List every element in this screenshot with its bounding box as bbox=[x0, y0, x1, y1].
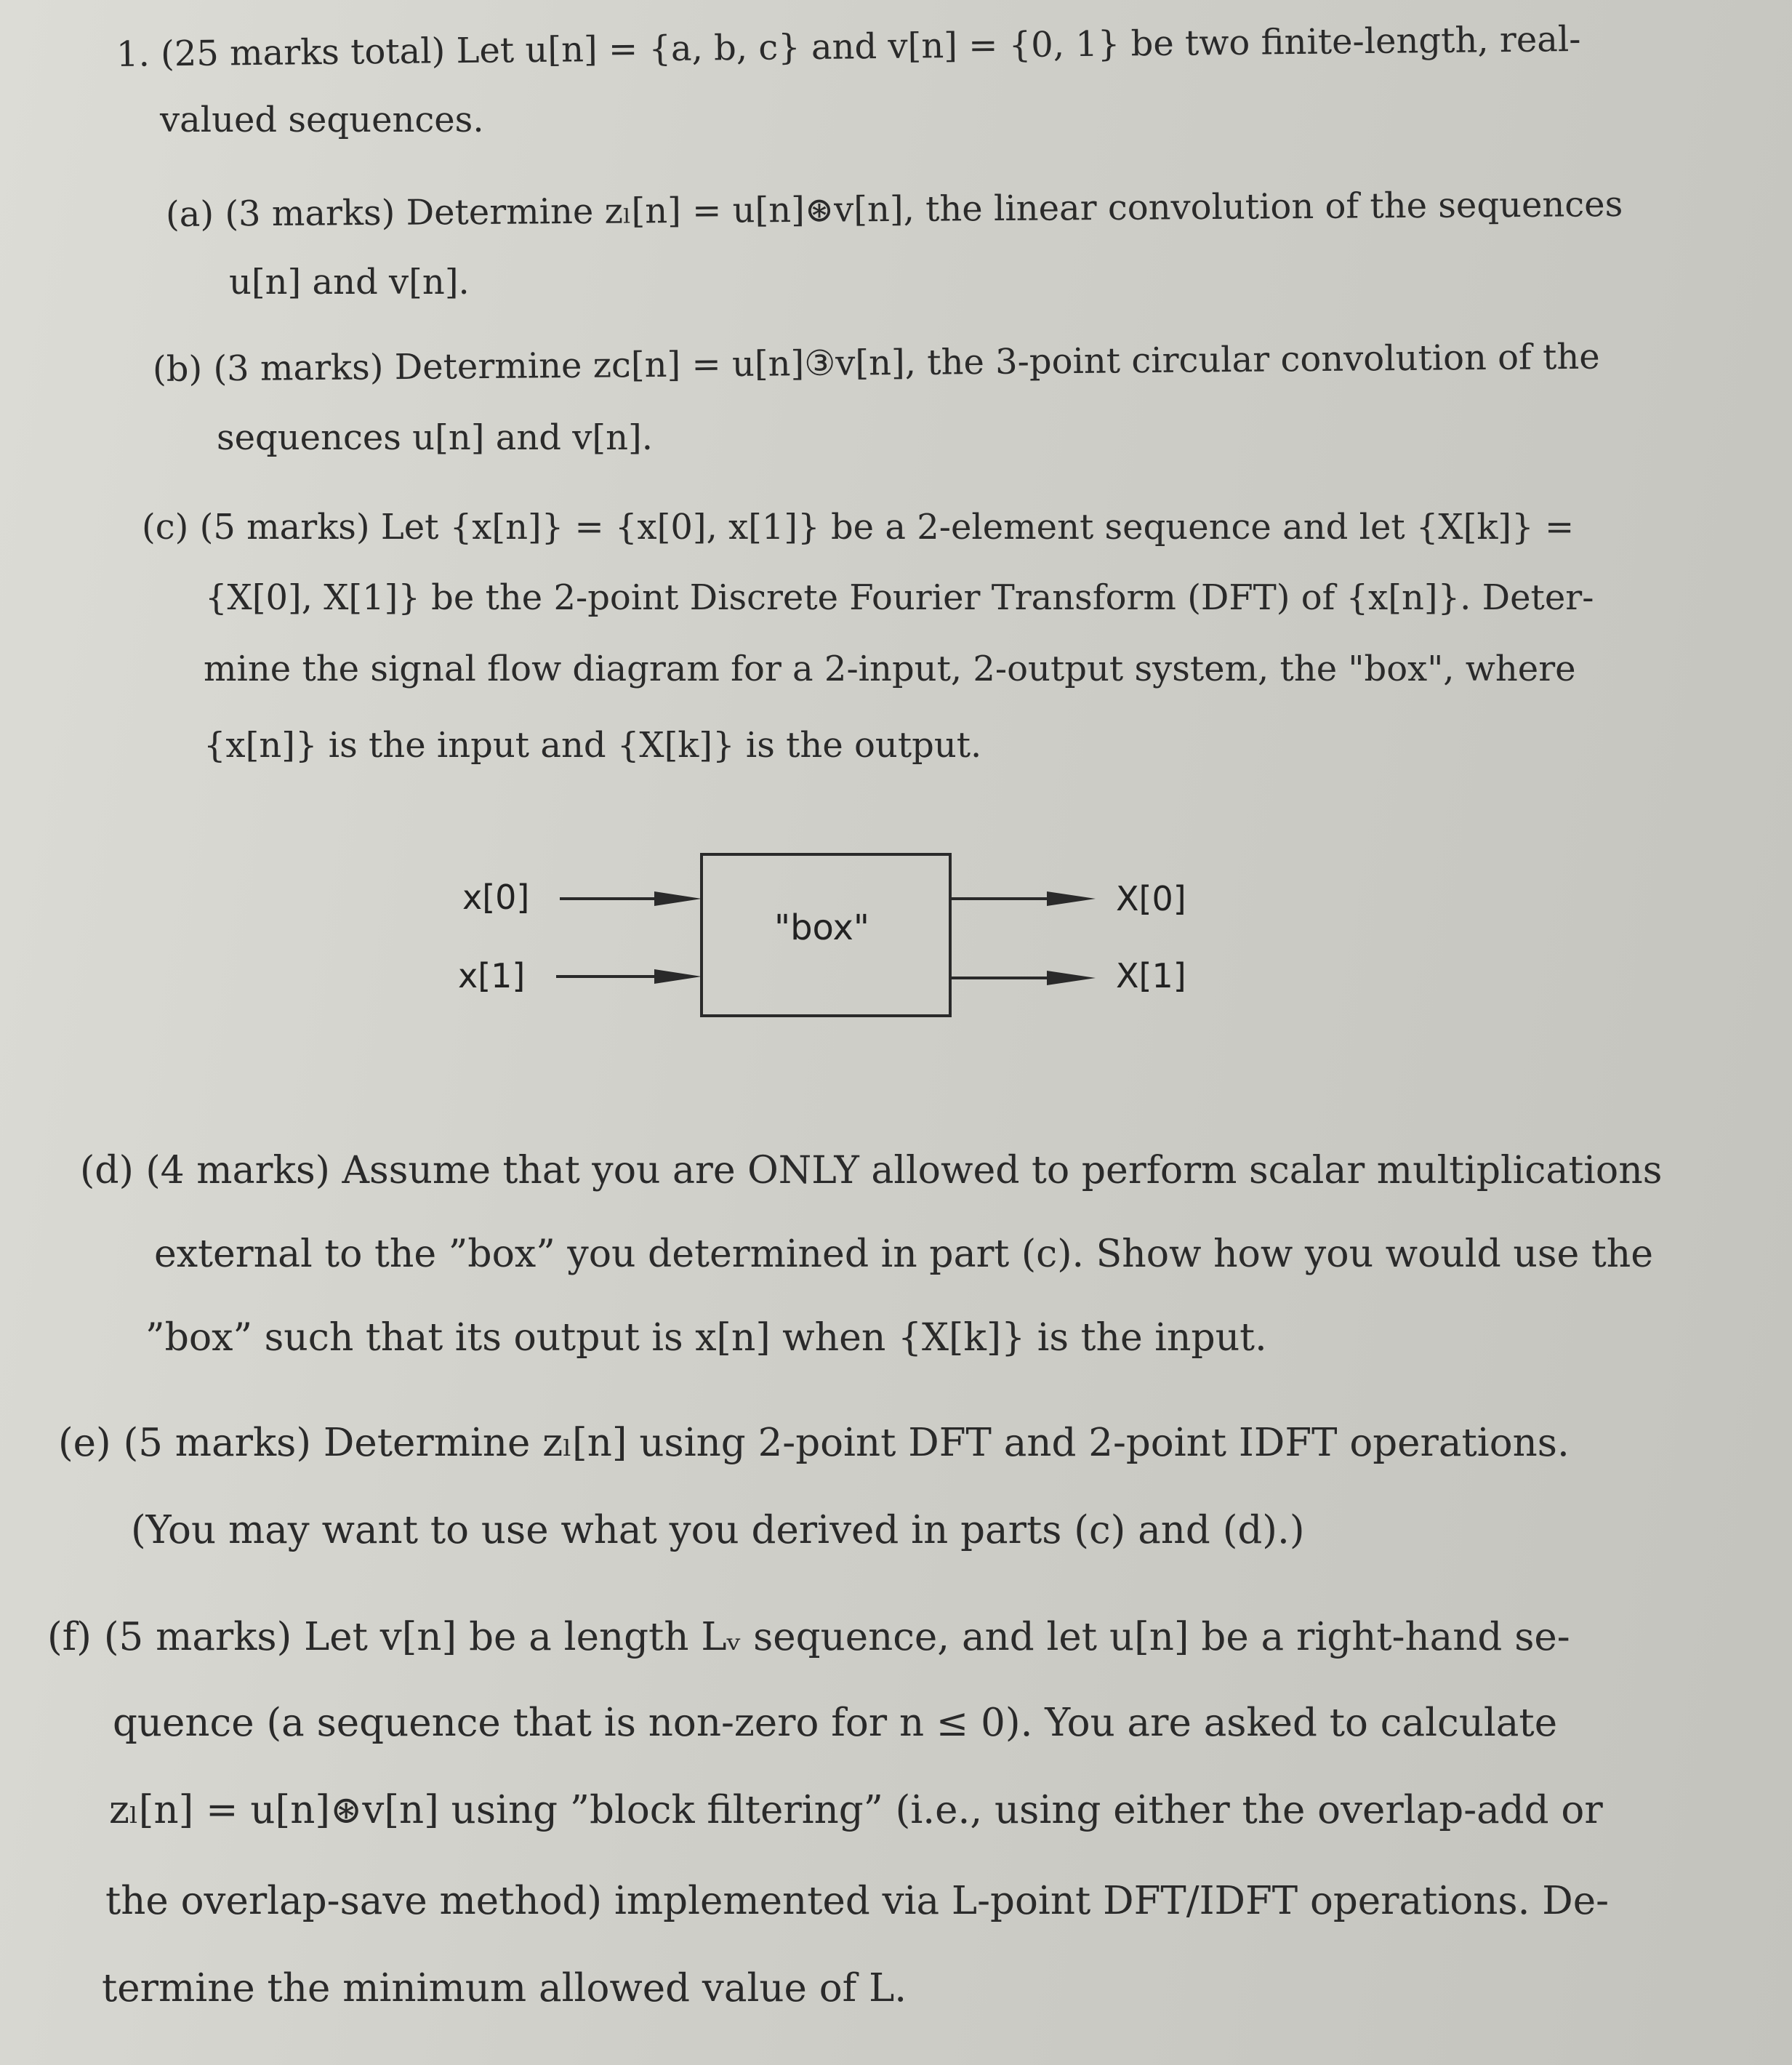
input-label-x1: x[1] bbox=[458, 956, 526, 995]
part-d-line-2: external to the ”box” you determined in part (c). Show how you would use the bbox=[154, 1232, 1653, 1276]
output-label-X0: X[0] bbox=[1116, 879, 1186, 918]
part-f-line-4: the overlap-save method) implemented via L-point DFT/IDFT operations. De- bbox=[105, 1879, 1610, 1923]
part-d-line-3: ”box” such that its output is x[n] when {X[k]} is the input. bbox=[145, 1316, 1267, 1360]
part-c-line-3: mine the signal flow diagram for a 2-input, 2-output system, the "box", where bbox=[204, 649, 1576, 689]
part-c-line-1: (c) (5 marks) Let {x[n]} = {x[0], x[1]} be a 2-element sequence and let {X[k]} = bbox=[142, 507, 1575, 548]
part-d-line-1: (d) (4 marks) Assume that you are ONLY allowed to perform scalar multiplications bbox=[80, 1149, 1663, 1192]
part-a-line-1: (a) (3 marks) Determine zₗ[n] = u[n]⊛v[n], the linear convolution of the sequences bbox=[165, 184, 1623, 235]
part-f-line-2: quence (a sequence that is non-zero for n ≤ 0). You are asked to calculate bbox=[113, 1701, 1558, 1745]
question-intro-line-1: 1. (25 marks total) Let u[n] = {a, b, c} and v[n] = {0, 1} be two finite-length, real- bbox=[116, 18, 1581, 75]
part-b-line-2: sequences u[n] and v[n]. bbox=[217, 417, 653, 458]
input-arrowhead-x0 bbox=[654, 891, 702, 906]
part-f-line-3: zₗ[n] = u[n]⊛v[n] using ”block filtering” (i.e., using either the overlap-add or bbox=[109, 1788, 1603, 1832]
box-label: "box" bbox=[774, 907, 869, 948]
part-c-line-4: {x[n]} is the input and {X[k]} is the output. bbox=[204, 725, 982, 766]
part-b-line-1: (b) (3 marks) Determine zᴄ[n] = u[n]③v[n], the 3-point circular convolution of the bbox=[152, 336, 1600, 390]
part-c-line-2: {X[0], X[1]} be the 2-point Discrete Fourier Transform (DFT) of {x[n]}. Deter- bbox=[205, 577, 1594, 618]
part-e-line-1: (e) (5 marks) Determine zₗ[n] using 2-point DFT and 2-point IDFT operations. bbox=[58, 1421, 1570, 1465]
output-arrowhead-x0 bbox=[1047, 891, 1096, 906]
part-f-line-1: (f) (5 marks) Let v[n] be a length Lᵥ sequence, and let u[n] be a right-hand se- bbox=[47, 1615, 1570, 1659]
question-intro-line-2: valued sequences. bbox=[160, 100, 484, 140]
output-arrowhead-x1 bbox=[1047, 971, 1096, 985]
part-e-line-2: (You may want to use what you derived in parts (c) and (d).) bbox=[131, 1508, 1305, 1552]
output-label-X1: X[1] bbox=[1116, 956, 1186, 995]
input-label-x0: x[0] bbox=[462, 878, 530, 917]
input-arrowhead-x1 bbox=[654, 969, 702, 984]
part-a-line-2: u[n] and v[n]. bbox=[229, 262, 470, 302]
part-f-line-5: termine the minimum allowed value of L. bbox=[102, 1966, 907, 2010]
